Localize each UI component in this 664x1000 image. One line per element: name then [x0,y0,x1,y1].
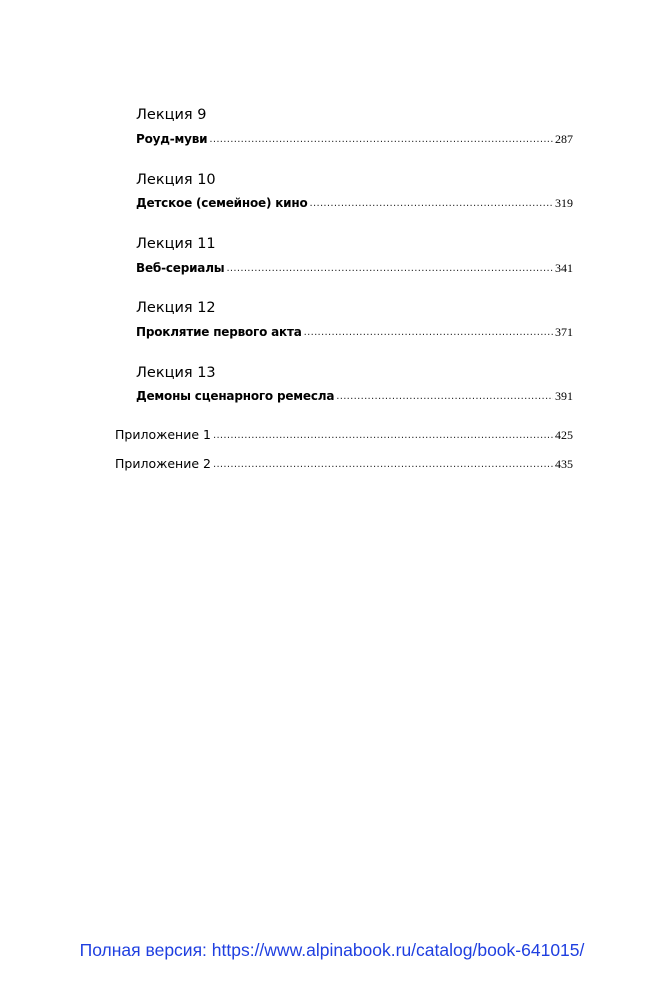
toc-entry-lecture-10[interactable] [136,194,573,212]
toc-entry-lecture-12[interactable] [136,323,573,341]
toc-entry-appendix-1[interactable] [115,426,573,444]
toc-entry-title: Демоны сценарного ремесла [136,389,335,403]
dot-leader [336,388,553,406]
toc-entry-title: Приложение 2 [115,456,211,471]
full-version-link[interactable]: Полная версия: https://www.alpinabook.ru/catalog/book-641015/ [79,940,585,960]
toc-entry-title: Детское (семейное) кино [136,196,308,210]
dot-leader [213,427,553,445]
toc-entry-page-number: 287 [555,132,573,146]
toc-entry-appendix-2[interactable] [115,455,573,473]
toc-entry-lecture-9[interactable] [136,130,573,148]
toc-entry-page-number: 319 [555,196,573,210]
lecture-label: Лекция 11 [136,236,216,252]
toc-entry-title: Веб-сериалы [136,261,225,275]
dot-leader [310,195,553,213]
toc-entry-page-number: 341 [555,261,573,275]
toc-entry-page-number: 435 [555,457,573,471]
dot-leader [209,131,553,149]
toc-entry-page-number: 391 [555,389,573,403]
toc-entry-lecture-13[interactable] [136,387,573,405]
toc-entry-title: Приложение 1 [115,427,211,442]
lecture-label: Лекция 13 [136,365,216,381]
toc-entry-lecture-11[interactable] [136,259,573,277]
toc-entry-title: Проклятие первого акта [136,325,302,339]
lecture-label: Лекция 9 [136,107,207,123]
toc-entry-page-number: 371 [555,325,573,339]
toc-entry-title: Роуд-муви [136,132,208,146]
lecture-label: Лекция 10 [136,172,216,188]
toc-entry-page-number: 425 [555,428,573,442]
dot-leader [304,324,553,342]
dot-leader [213,456,553,474]
dot-leader [226,260,553,278]
lecture-label: Лекция 12 [136,300,216,316]
